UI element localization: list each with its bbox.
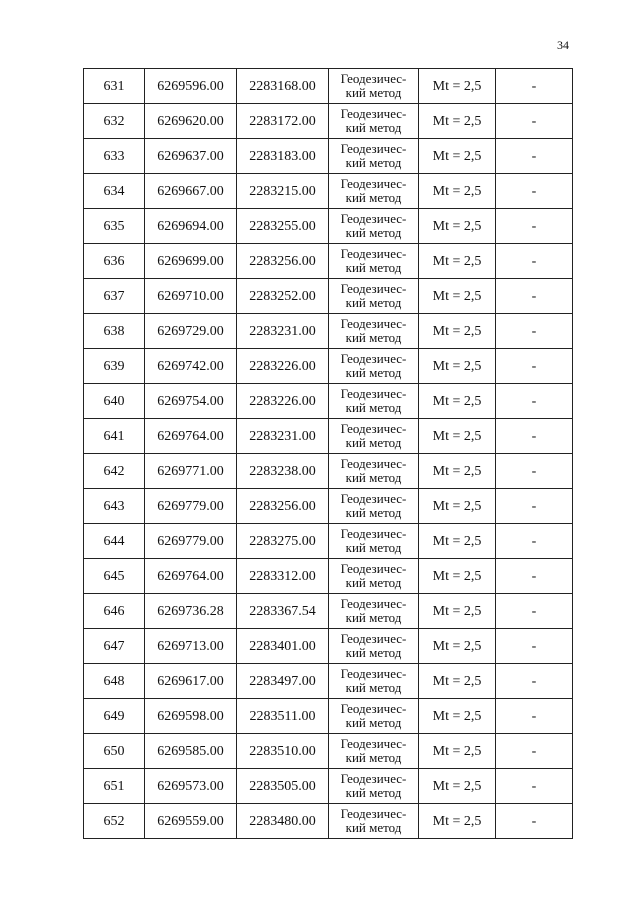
method-line-1: Геодезичес- [340,456,407,471]
extra-cell: - [496,279,573,314]
method-line-2: кий метод [345,295,402,310]
x-coordinate-cell: 6269573.00 [145,769,237,804]
method-cell [329,559,419,594]
method-cell [329,629,419,664]
method-line-2: кий метод [345,680,402,695]
table-row [84,734,573,769]
method-cell [329,209,419,244]
method-line-2: кий метод [345,785,402,800]
x-coordinate-cell: 6269617.00 [145,664,237,699]
method-line-1: Геодезичес- [340,316,407,331]
y-coordinate-cell: 2283510.00 [237,734,329,769]
table-row [84,174,573,209]
extra-cell: - [496,594,573,629]
point-number-cell: 649 [84,699,145,734]
x-coordinate-cell: 6269694.00 [145,209,237,244]
method-line-2: кий метод [345,715,402,730]
accuracy-cell: Mt = 2,5 [419,769,496,804]
table-row [84,454,573,489]
point-number-cell: 634 [84,174,145,209]
x-coordinate-cell: 6269754.00 [145,384,237,419]
method-line-1: Геодезичес- [340,141,407,156]
y-coordinate-cell: 2283255.00 [237,209,329,244]
method-line-2: кий метод [345,120,402,135]
method-cell [329,594,419,629]
y-coordinate-cell: 2283238.00 [237,454,329,489]
coordinates-table [83,68,573,839]
extra-cell: - [496,209,573,244]
accuracy-cell: Mt = 2,5 [419,559,496,594]
table-row [84,664,573,699]
method-line-1: Геодезичес- [340,106,407,121]
table-row [84,769,573,804]
coordinates-table-body [84,69,573,839]
table-row [84,594,573,629]
method-cell [329,769,419,804]
point-number-cell: 651 [84,769,145,804]
accuracy-cell: Mt = 2,5 [419,524,496,559]
accuracy-cell: Mt = 2,5 [419,174,496,209]
accuracy-cell: Mt = 2,5 [419,279,496,314]
point-number-cell: 647 [84,629,145,664]
accuracy-cell: Mt = 2,5 [419,104,496,139]
x-coordinate-cell: 6269729.00 [145,314,237,349]
table-row [84,419,573,454]
y-coordinate-cell: 2283172.00 [237,104,329,139]
method-cell [329,244,419,279]
point-number-cell: 639 [84,349,145,384]
extra-cell: - [496,734,573,769]
point-number-cell: 632 [84,104,145,139]
method-line-2: кий метод [345,225,402,240]
point-number-cell: 642 [84,454,145,489]
method-line-2: кий метод [345,470,402,485]
accuracy-cell: Mt = 2,5 [419,209,496,244]
method-cell [329,489,419,524]
y-coordinate-cell: 2283226.00 [237,384,329,419]
table-row [84,629,573,664]
y-coordinate-cell: 2283505.00 [237,769,329,804]
accuracy-cell: Mt = 2,5 [419,419,496,454]
extra-cell: - [496,174,573,209]
method-line-1: Геодезичес- [340,701,407,716]
x-coordinate-cell: 6269742.00 [145,349,237,384]
accuracy-cell: Mt = 2,5 [419,594,496,629]
method-cell [329,314,419,349]
method-line-2: кий метод [345,540,402,555]
extra-cell: - [496,104,573,139]
method-line-2: кий метод [345,365,402,380]
table-row [84,139,573,174]
method-line-1: Геодезичес- [340,736,407,751]
method-line-2: кий метод [345,330,402,345]
method-cell [329,699,419,734]
table-row [84,244,573,279]
extra-cell: - [496,699,573,734]
method-line-1: Геодезичес- [340,351,407,366]
y-coordinate-cell: 2283231.00 [237,419,329,454]
x-coordinate-cell: 6269779.00 [145,524,237,559]
table-row [84,804,573,839]
table-row [84,69,573,104]
accuracy-cell: Mt = 2,5 [419,349,496,384]
method-line-2: кий метод [345,435,402,450]
point-number-cell: 636 [84,244,145,279]
method-line-2: кий метод [345,260,402,275]
method-line-2: кий метод [345,85,402,100]
method-cell [329,174,419,209]
x-coordinate-cell: 6269559.00 [145,804,237,839]
method-line-1: Геодезичес- [340,421,407,436]
extra-cell: - [496,489,573,524]
method-cell [329,279,419,314]
method-line-1: Геодезичес- [340,771,407,786]
table-row [84,489,573,524]
x-coordinate-cell: 6269779.00 [145,489,237,524]
method-cell [329,419,419,454]
method-line-1: Геодезичес- [340,281,407,296]
y-coordinate-cell: 2283275.00 [237,524,329,559]
point-number-cell: 640 [84,384,145,419]
method-line-2: кий метод [345,575,402,590]
point-number-cell: 637 [84,279,145,314]
point-number-cell: 631 [84,69,145,104]
accuracy-cell: Mt = 2,5 [419,314,496,349]
table-row [84,559,573,594]
x-coordinate-cell: 6269710.00 [145,279,237,314]
accuracy-cell: Mt = 2,5 [419,454,496,489]
accuracy-cell: Mt = 2,5 [419,629,496,664]
point-number-cell: 644 [84,524,145,559]
table-row [84,209,573,244]
x-coordinate-cell: 6269637.00 [145,139,237,174]
table-row [84,384,573,419]
method-line-1: Геодезичес- [340,211,407,226]
extra-cell: - [496,629,573,664]
x-coordinate-cell: 6269713.00 [145,629,237,664]
y-coordinate-cell: 2283183.00 [237,139,329,174]
table-row [84,699,573,734]
y-coordinate-cell: 2283480.00 [237,804,329,839]
method-line-1: Геодезичес- [340,176,407,191]
y-coordinate-cell: 2283256.00 [237,244,329,279]
method-line-2: кий метод [345,610,402,625]
extra-cell: - [496,524,573,559]
y-coordinate-cell: 2283252.00 [237,279,329,314]
method-line-1: Геодезичес- [340,596,407,611]
extra-cell: - [496,349,573,384]
method-line-2: кий метод [345,645,402,660]
accuracy-cell: Mt = 2,5 [419,139,496,174]
method-line-1: Геодезичес- [340,561,407,576]
x-coordinate-cell: 6269699.00 [145,244,237,279]
x-coordinate-cell: 6269771.00 [145,454,237,489]
accuracy-cell: Mt = 2,5 [419,804,496,839]
point-number-cell: 635 [84,209,145,244]
point-number-cell: 638 [84,314,145,349]
y-coordinate-cell: 2283215.00 [237,174,329,209]
method-line-1: Геодезичес- [340,526,407,541]
method-line-2: кий метод [345,155,402,170]
method-line-1: Геодезичес- [340,631,407,646]
x-coordinate-cell: 6269736.28 [145,594,237,629]
y-coordinate-cell: 2283312.00 [237,559,329,594]
x-coordinate-cell: 6269667.00 [145,174,237,209]
method-line-1: Геодезичес- [340,491,407,506]
point-number-cell: 633 [84,139,145,174]
point-number-cell: 652 [84,804,145,839]
extra-cell: - [496,664,573,699]
extra-cell: - [496,314,573,349]
method-cell [329,104,419,139]
accuracy-cell: Mt = 2,5 [419,699,496,734]
method-cell [329,524,419,559]
extra-cell: - [496,244,573,279]
point-number-cell: 641 [84,419,145,454]
point-number-cell: 645 [84,559,145,594]
method-line-2: кий метод [345,400,402,415]
accuracy-cell: Mt = 2,5 [419,489,496,524]
y-coordinate-cell: 2283168.00 [237,69,329,104]
table-row [84,314,573,349]
method-line-2: кий метод [345,750,402,765]
method-cell [329,139,419,174]
extra-cell: - [496,139,573,174]
method-line-1: Геодезичес- [340,666,407,681]
table-row [84,349,573,384]
method-cell [329,804,419,839]
accuracy-cell: Mt = 2,5 [419,244,496,279]
table-row [84,279,573,314]
extra-cell: - [496,69,573,104]
method-line-2: кий метод [345,190,402,205]
x-coordinate-cell: 6269585.00 [145,734,237,769]
page-number: 34 [557,38,569,52]
extra-cell: - [496,559,573,594]
method-line-1: Геодезичес- [340,386,407,401]
method-line-1: Геодезичес- [340,246,407,261]
table-row [84,104,573,139]
method-cell [329,734,419,769]
x-coordinate-cell: 6269620.00 [145,104,237,139]
y-coordinate-cell: 2283511.00 [237,699,329,734]
accuracy-cell: Mt = 2,5 [419,69,496,104]
method-line-2: кий метод [345,820,402,835]
method-line-2: кий метод [345,505,402,520]
method-cell [329,349,419,384]
method-cell [329,454,419,489]
y-coordinate-cell: 2283231.00 [237,314,329,349]
extra-cell: - [496,804,573,839]
y-coordinate-cell: 2283497.00 [237,664,329,699]
point-number-cell: 643 [84,489,145,524]
method-cell [329,384,419,419]
extra-cell: - [496,454,573,489]
y-coordinate-cell: 2283367.54 [237,594,329,629]
accuracy-cell: Mt = 2,5 [419,734,496,769]
accuracy-cell: Mt = 2,5 [419,384,496,419]
extra-cell: - [496,769,573,804]
point-number-cell: 650 [84,734,145,769]
extra-cell: - [496,419,573,454]
y-coordinate-cell: 2283256.00 [237,489,329,524]
point-number-cell: 648 [84,664,145,699]
accuracy-cell: Mt = 2,5 [419,664,496,699]
x-coordinate-cell: 6269764.00 [145,559,237,594]
table-row [84,524,573,559]
method-cell [329,69,419,104]
method-line-1: Геодезичес- [340,71,407,86]
y-coordinate-cell: 2283226.00 [237,349,329,384]
method-cell [329,664,419,699]
point-number-cell: 646 [84,594,145,629]
y-coordinate-cell: 2283401.00 [237,629,329,664]
method-line-1: Геодезичес- [340,806,407,821]
extra-cell: - [496,384,573,419]
x-coordinate-cell: 6269598.00 [145,699,237,734]
x-coordinate-cell: 6269596.00 [145,69,237,104]
x-coordinate-cell: 6269764.00 [145,419,237,454]
